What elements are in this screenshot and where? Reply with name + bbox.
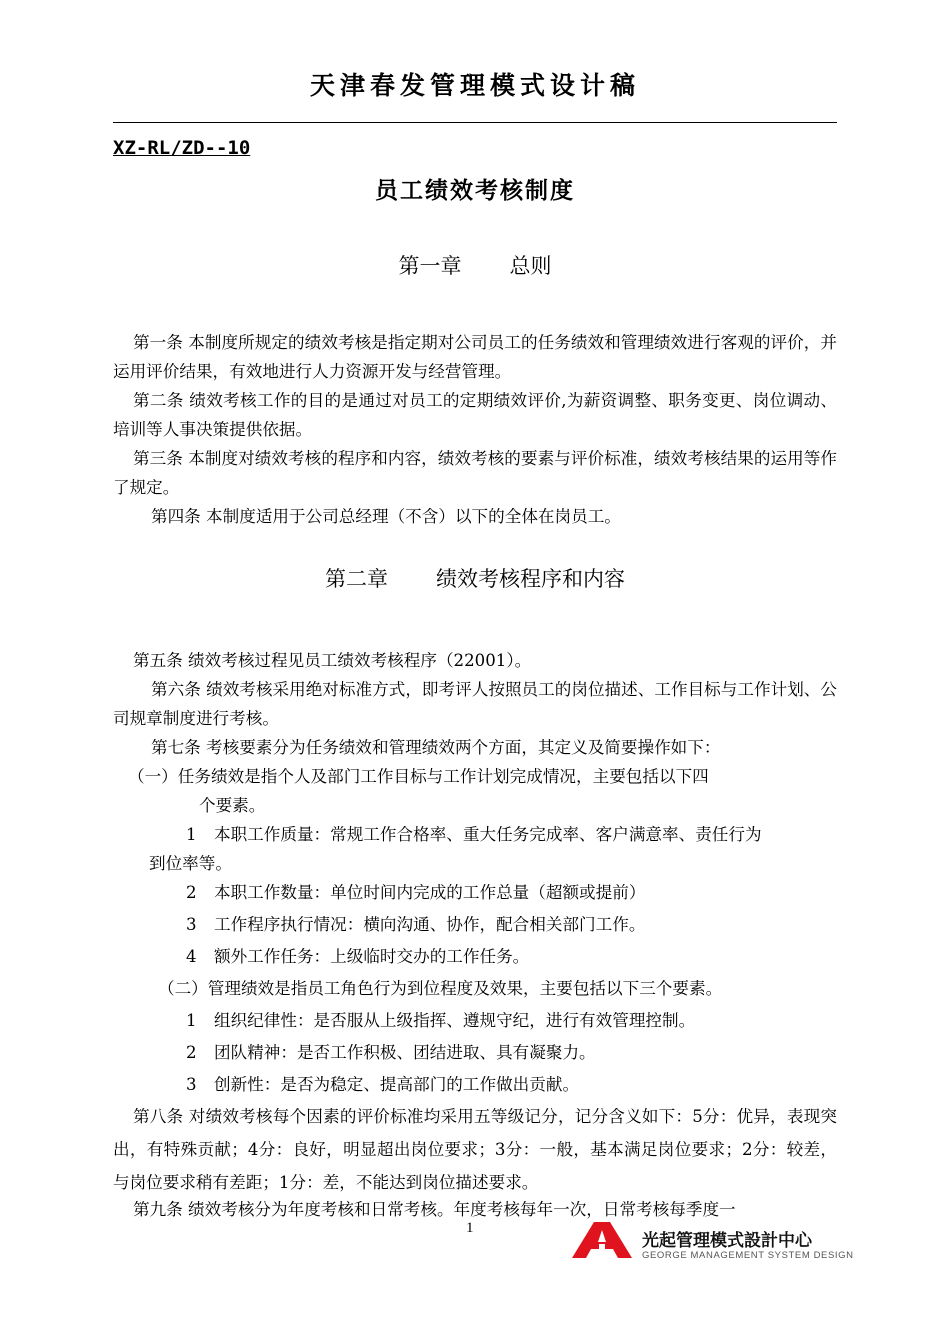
article-8: 第八条 对绩效考核每个因素的评价标准均采用五等级记分，记分含义如下：5分：优异，表现突出，有特殊贡献；4分：良好，明显超出岗位要求；3分：一般，基本满足岗位要求；2分：较差，与岗位要求稍有差距；1分：差，不能达到岗位描述要求。 [113, 1107, 837, 1192]
mgmt-item-1-num: 1 [186, 1011, 197, 1030]
article-7: 第七条 考核要素分为任务绩效和管理绩效两个方面，其定义及简要操作如下： [151, 738, 721, 757]
header-rule [113, 122, 837, 123]
article-4: 第四条 本制度适用于公司总经理（不含）以下的全体在岗员工。 [151, 507, 621, 526]
task-item-1-text: 本职工作质量：常规工作合格率、重大任务完成率、客户满意率、责任行为 [214, 825, 762, 844]
mgmt-item-3-text: 创新性：是否为稳定、提高部门的工作做出贡献。 [214, 1075, 580, 1094]
company-logo [572, 1220, 854, 1270]
document-title: 员工绩效考核制度 [375, 178, 575, 204]
page-number: 1 [466, 1220, 474, 1236]
chapter-2-heading [113, 564, 837, 594]
task-item-1 [186, 820, 762, 849]
task-performance-intro: （一）任务绩效是指个人及部门工作目标与工作计划完成情况，主要包括以下四 [128, 767, 709, 786]
mgmt-item-3 [186, 1070, 579, 1099]
mgmt-item-1 [186, 1006, 695, 1035]
chapter-2-name: 绩效考核程序和内容 [436, 567, 625, 591]
mgmt-item-3-num: 3 [186, 1075, 197, 1094]
chapter-1-heading [113, 251, 837, 281]
article-1: 第一条 本制度所规定的绩效考核是指定期对公司员工的任务绩效和管理绩效进行客观的评价，并运用评价结果，有效地进行人力资源开发与经营管理。 [113, 333, 837, 381]
task-item-3-text: 工作程序执行情况：横向沟通、协作，配合相关部门工作。 [214, 915, 646, 934]
mgmt-item-2 [186, 1038, 596, 1067]
task-item-2 [186, 878, 645, 907]
header-title: 天津春发管理模式设计稿 [309, 71, 640, 100]
task-item-3 [186, 910, 645, 939]
document-code: XZ-RL/ZD--10 [113, 137, 251, 159]
mgmt-item-1-text: 组织纪律性：是否服从上级指挥、遵规守纪，进行有效管理控制。 [214, 1011, 696, 1030]
logo-a-mark-icon [572, 1220, 636, 1260]
task-item-2-num: 2 [186, 883, 197, 902]
task-item-1-num: 1 [186, 825, 197, 844]
task-performance-intro-cont: 个要素。 [199, 796, 266, 815]
article-9: 第九条 绩效考核分为年度考核和日常考核。年度考核每年一次，日常考核每季度一 [133, 1200, 736, 1219]
logo-english-name: GEORGE MANAGEMENT SYSTEM DESIGN [642, 1250, 854, 1261]
task-item-4-num: 4 [186, 947, 197, 966]
task-item-4 [186, 942, 529, 971]
chapter-2-number: 第二章 [325, 567, 388, 591]
chapter-1-name: 总则 [509, 254, 552, 278]
logo-chinese-name: 光起管理模式設計中心 [642, 1231, 812, 1251]
management-performance-intro: （二）管理绩效是指员工角色行为到位程度及效果，主要包括以下三个要素。 [158, 979, 723, 998]
mgmt-item-2-num: 2 [186, 1043, 197, 1062]
task-item-3-num: 3 [186, 915, 197, 934]
mgmt-item-2-text: 团队精神：是否工作积极、团结进取、具有凝聚力。 [214, 1043, 596, 1062]
task-item-2-text: 本职工作数量：单位时间内完成的工作总量（超额或提前） [214, 883, 646, 902]
article-6: 第六条 绩效考核采用绝对标准方式，即考评人按照员工的岗位描述、工作目标与工作计划、公司规章制度进行考核。 [113, 680, 837, 728]
article-5: 第五条 绩效考核过程见员工绩效考核程序（22001）。 [133, 651, 532, 670]
article-3: 第三条 本制度对绩效考核的程序和内容，绩效考核的要素与评价标准，绩效考核结果的运用等作了规定。 [113, 449, 837, 497]
task-item-1-cont: 到位率等。 [149, 854, 232, 873]
task-item-4-text: 额外工作任务：上级临时交办的工作任务。 [214, 947, 530, 966]
chapter-1-number: 第一章 [398, 254, 462, 278]
article-2: 第二条 绩效考核工作的目的是通过对员工的定期绩效评价,为薪资调整、职务变更、岗位调动、培训等人事决策提供依据。 [113, 391, 837, 439]
